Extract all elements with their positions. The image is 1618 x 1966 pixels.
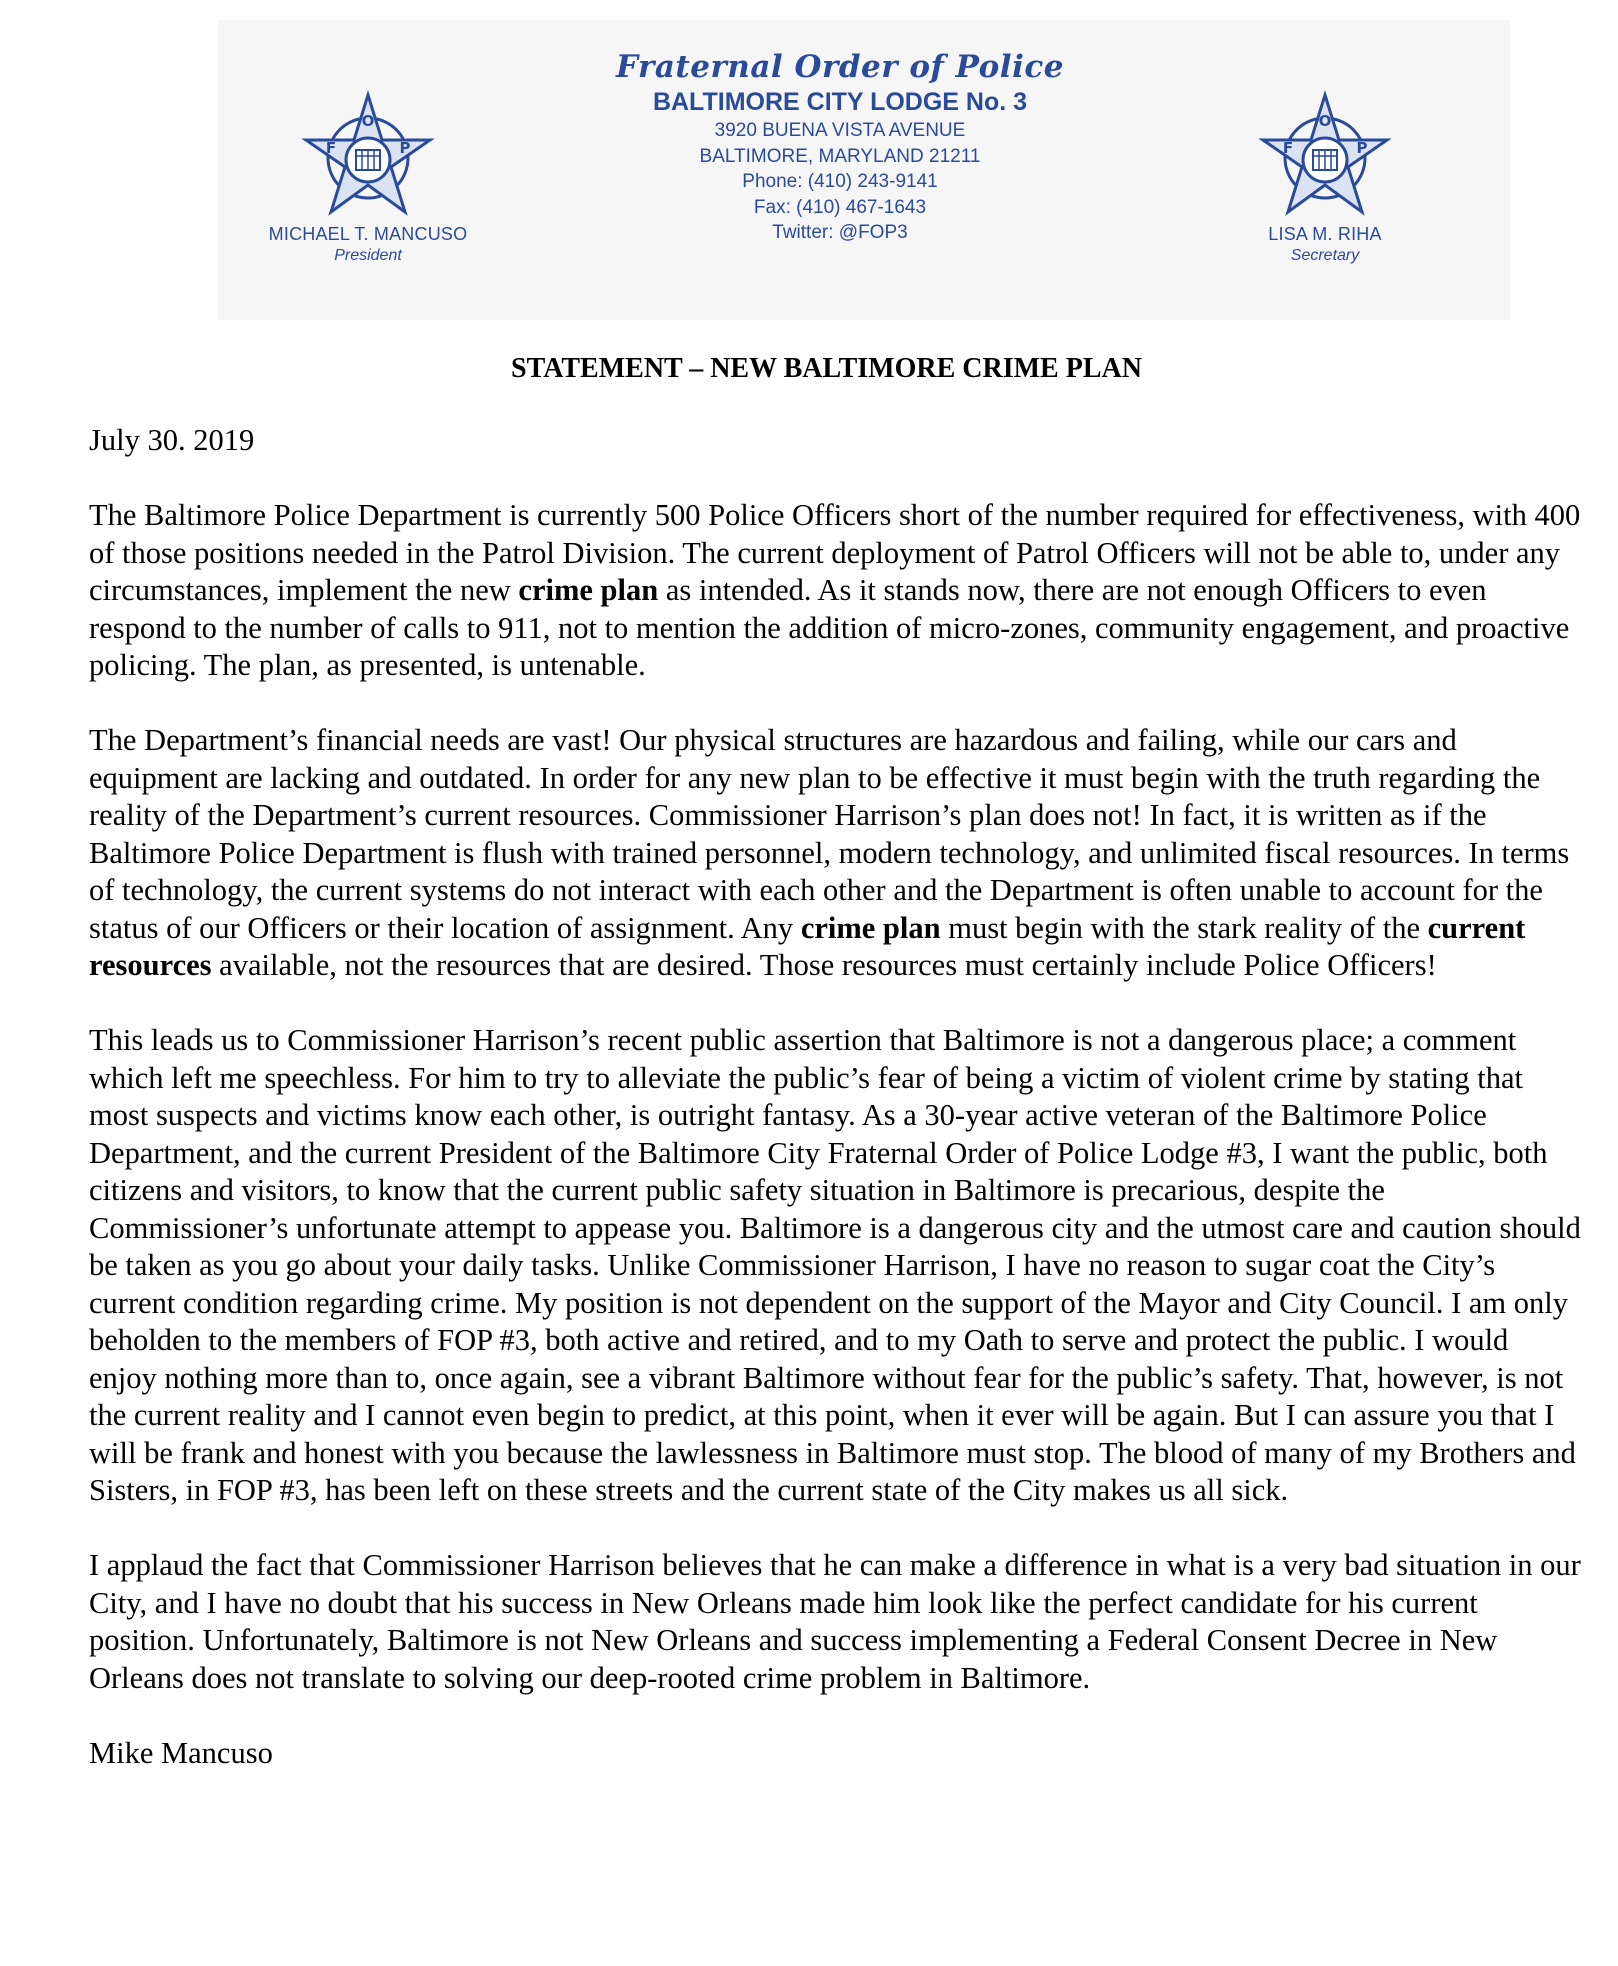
paragraph-2 [89,722,1581,985]
fop-star-seal-icon [298,90,438,220]
secretary-name: LISA M. RIHA [1268,224,1382,244]
twitter-handle: Twitter: @FOP3 [772,222,908,243]
paragraph-1 [89,497,1581,685]
text-run: as intended. As it stands now, there are not enough Officers to even respond to the number of calls to 911, not to mention the addition of micro-zones, community engagement, and proactive policing. The plan, as presented, is untenable. [89,573,1570,682]
paragraph-4: I applaud the fact that Commissioner Harrison believes that he can make a difference in what is a very bad situation in our City, and I have no doubt that his success in New Orleans made him look like the perfect candidate for his current position. Unfortunately, Baltimore is not New Orleans and success implementing a Federal Consent Decree in New Orleans does not translate to solving our deep-rooted crime problem in Baltimore. [89,1548,1581,1695]
secretary-title: Secretary [1290,247,1360,264]
organization-name: Fraternal Order of Police [616,49,1064,85]
president-block [238,90,498,265]
text-run: The Department’s financial needs are vast! Our physical structures are hazardous and failing, while our cars and equipment are lacking and outdated. In order for any new plan to be effective it must begin with the truth regarding the reality of the Department’s current resources. Commissioner Harrison’s plan does not! In fact, it is written as if the Baltimore Police Department is flush with trained personnel, modern technology, and unlimited fiscal resources. In terms of technology, the current systems do not interact with each other and the Department is often unable to account for the status of our Officers or their location of assignment. Any [89,723,1570,945]
lodge-info [580,48,1100,246]
seal-letter: F [1282,139,1294,157]
document-date: July 30. 2019 [89,423,255,457]
secretary-block [1195,90,1455,265]
emphasis-crime-plan: crime plan [800,910,941,945]
fax-number: Fax: (410) 467-1643 [753,196,927,218]
president-name: MICHAEL T. MANCUSO [268,224,468,244]
paragraph-3: This leads us to Commissioner Harrison’s recent public assertion that Baltimore is not a dangerous place; a comment which left me speechless. For him to try to alleviate the public’s fear of being a victim of violent crime by stating that most suspects and victims know each other, is outright fantasy. As a 30-year active veteran of the Baltimore Police Department, and the current President of the Baltimore City Fraternal Order of Police Lodge #3, I want the public, both citizens and visitors, to know that the current public safety situation in Baltimore is precarious, despite the Commissioner’s unfortunate attempt to appease you. Baltimore is a dangerous city and the utmost care and caution should be taken as you go about your daily tasks. Unlike Commissioner Harrison, I have no reason to sugar coat the City’s current condition regarding crime. My position is not dependent on the support of the Mayor and City Council. I am only beholden to the members of FOP #3, both active and retired, and to my Oath to serve and protect the public. I would enjoy nothing more than to, once again, see a vibrant Baltimore without fear for the public’s safety. That, however, is not the current reality and I cannot even begin to predict, at this point, when it ever will be again. But I can assure you that I will be frank and honest with you because the lawlessness in Baltimore must stop. The blood of many of my Brothers and Sisters, in FOP #3, has been left on these streets and the current state of the City makes us all sick. [89,1023,1581,1507]
address-line-2: BALTIMORE, MARYLAND 21211 [699,145,981,167]
seal-letter: O [361,112,375,130]
signature: Mike Mancuso [89,1735,273,1770]
lodge-name: BALTIMORE CITY LODGE No. 3 [652,88,1028,116]
text-run: The Baltimore Police Department is currently 500 Police Officers short of the number required for effectiveness, with 400 of those positions needed in the Patrol Division. The current deployment of Patrol Officers will not be able to, under any circumstances, implement the new [89,498,1581,607]
seal-letter: O [1318,112,1332,130]
address-line-1: 3920 BUENA VISTA AVENUE [714,120,966,141]
document-title: STATEMENT – NEW BALTIMORE CRIME PLAN [511,353,1142,384]
seal-letter: P [399,139,411,157]
phone-number: Phone: (410) 243-9141 [742,171,938,192]
fop-star-seal-icon [1255,90,1395,220]
seal-letter: P [1356,139,1368,157]
document-body [89,497,1581,1810]
president-title: President [334,247,402,264]
seal-letter: F [325,139,337,157]
emphasis-crime-plan: crime plan [518,573,659,607]
emphasis-current-resources: current resources [89,910,1526,982]
text-run: must begin with the stark reality of the [940,910,1428,945]
text-run: available, not the resources that are desired. Those resources must certainly include Police Officers! [211,948,1437,982]
